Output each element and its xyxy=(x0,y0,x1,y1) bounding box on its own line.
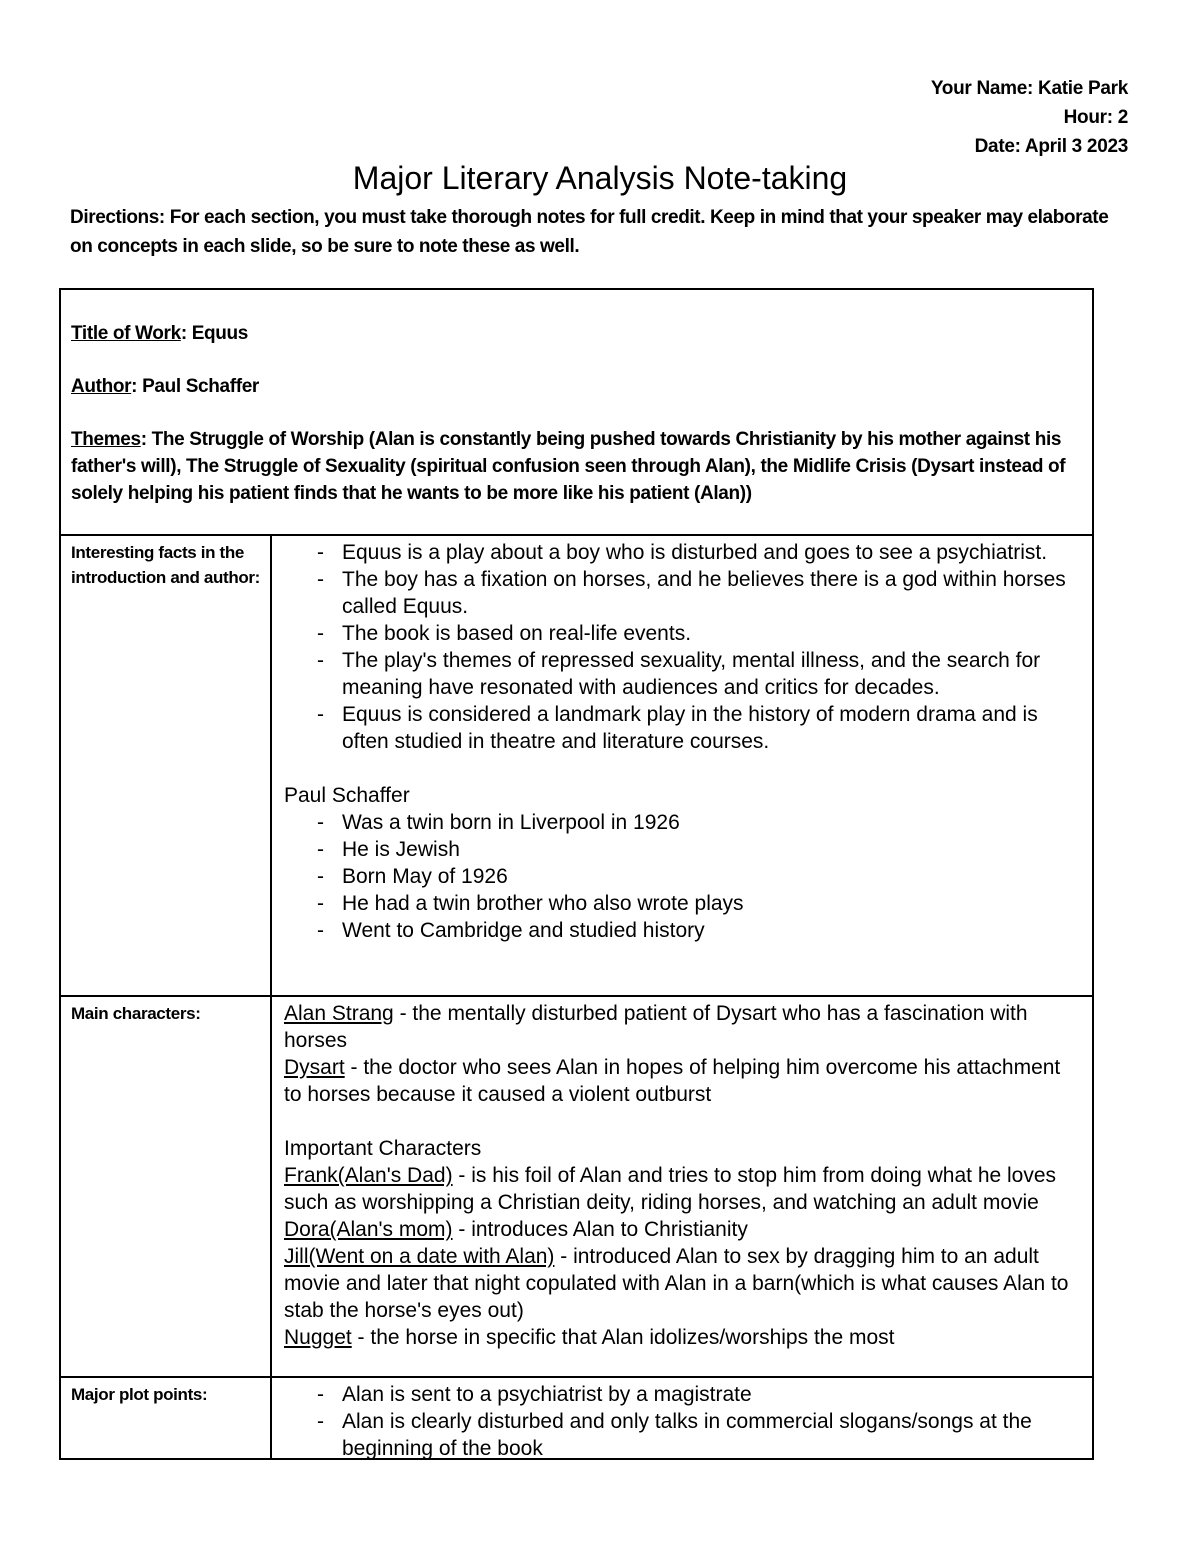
list-item: - Went to Cambridge and studied history xyxy=(284,917,1082,944)
class-hour: Hour: 2 xyxy=(1063,107,1128,128)
student-name: Your Name: Katie Park xyxy=(930,78,1128,99)
list-item: - Alan is clearly disturbed and only talks in commercial slogans/songs at the beginning of the book xyxy=(284,1408,1082,1458)
author-facts-list xyxy=(284,809,1082,944)
character-entry: Frank(Alan's Dad) - is his foil of Alan and tries to stop him from doing what he loves such as worshipping a Christian deity, riding horses, and watching an adult movie xyxy=(284,1164,1057,1214)
list-item: - Born May of 1926 xyxy=(284,863,1082,890)
work-info xyxy=(61,290,1092,536)
character-entry: Jill(Went on a date with Alan) - introduced Alan to sex by dragging him to an adult movie and later that night copulated with Alan in a barn(which is what causes Alan to stab the horse's eyes out) xyxy=(284,1245,1069,1322)
facts-content xyxy=(272,536,1092,995)
list-item: - Equus is considered a landmark play in the history of modern drama and is often studied in theatre and literature courses. xyxy=(284,701,1082,755)
plot-content xyxy=(272,1378,1092,1458)
plot-label: Major plot points: xyxy=(61,1378,272,1458)
character-entry: Alan Strang - the mentally disturbed patient of Dysart who has a fascination with horses xyxy=(284,1002,1028,1052)
important-characters-heading: Important Characters xyxy=(284,1137,482,1160)
facts-list xyxy=(284,539,1082,755)
characters-content xyxy=(272,997,1092,1376)
list-item: - The boy has a fixation on horses, and he believes there is a god within horses called Equus. xyxy=(284,566,1082,620)
list-item: - Alan is sent to a psychiatrist by a magistrate xyxy=(284,1381,1082,1408)
title-of-work: Title of Work: Equus xyxy=(71,323,249,344)
author-heading: Paul Schaffer xyxy=(284,784,410,807)
list-item: - The play's themes of repressed sexuality, mental illness, and the search for meaning have resonated with audiences and critics for decades. xyxy=(284,647,1082,701)
facts-row xyxy=(61,536,1092,997)
notes-table xyxy=(59,288,1094,1460)
list-item: - Was a twin born in Liverpool in 1926 xyxy=(284,809,1082,836)
character-entry: Dysart - the doctor who sees Alan in hopes of helping him overcome his attachment to horses because it caused a violent outburst xyxy=(284,1056,1061,1106)
page-title: Major Literary Analysis Note-taking xyxy=(352,160,848,196)
student-info xyxy=(931,74,1128,161)
list-item: - He had a twin brother who also wrote plays xyxy=(284,890,1082,917)
list-item: - The book is based on real-life events. xyxy=(284,620,1082,647)
facts-label: Interesting facts in the introduction and author: xyxy=(61,536,272,995)
character-entry: Nugget - the horse in specific that Alan idolizes/worships the most xyxy=(284,1326,895,1349)
author: Author: Paul Schaffer xyxy=(71,376,259,397)
directions: Directions: For each section, you must take thorough notes for full credit. Keep in mind that your speaker may elaborate on concepts in each slide, so be sure to note these as well. xyxy=(70,207,1109,257)
characters-row xyxy=(61,997,1092,1378)
plot-row xyxy=(61,1378,1092,1458)
plot-list xyxy=(284,1381,1082,1458)
list-item: - He is Jewish xyxy=(284,836,1082,863)
characters-label: Main characters: xyxy=(61,997,272,1376)
list-item: - Equus is a play about a boy who is disturbed and goes to see a psychiatrist. xyxy=(284,539,1082,566)
character-entry: Dora(Alan's mom) - introduces Alan to Christianity xyxy=(284,1218,748,1241)
themes: Themes: The Struggle of Worship (Alan is constantly being pushed towards Christianity by his mother against his father's will), The Struggle of Sexuality (spiritual confusion seen through Alan), the Midlife Crisis (Dysart instead of solely helping his patient finds that he wants to be more like his patient (Alan)) xyxy=(71,429,1066,504)
date: Date: April 3 2023 xyxy=(974,136,1128,157)
